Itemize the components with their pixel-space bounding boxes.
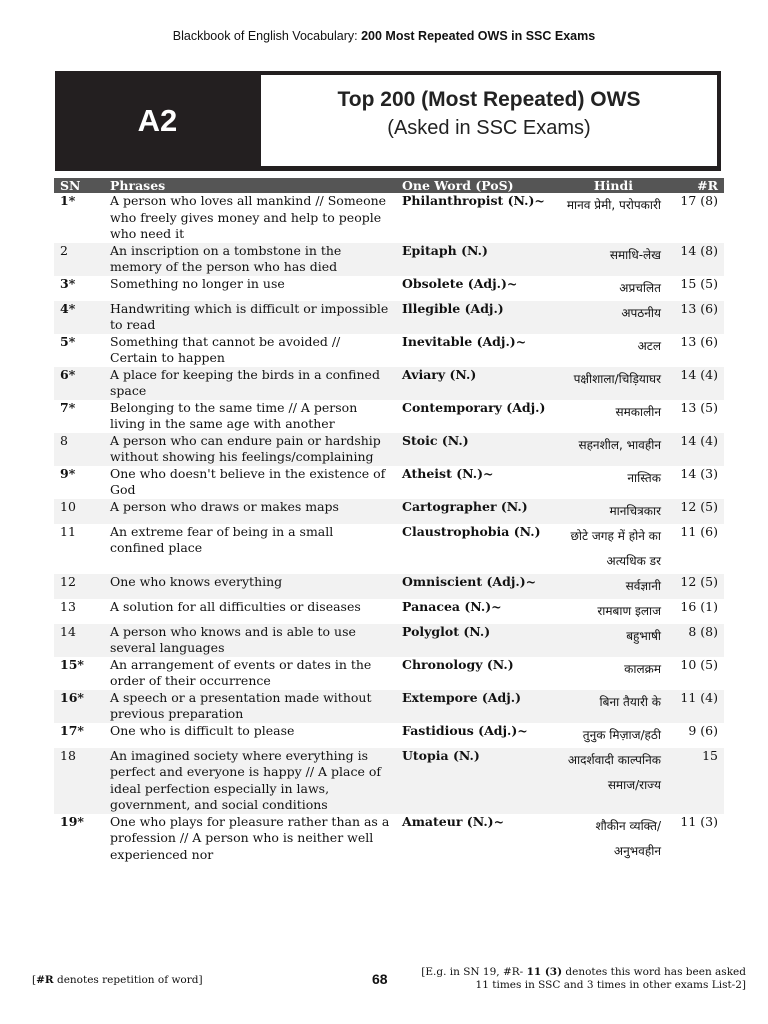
cell-hindi: बहुभाषी (554, 624, 667, 657)
cell-phrase: One who doesn't believe in the existence of God (110, 465, 386, 497)
cell-phrase: One who is difficult to please (110, 722, 295, 738)
cell-phrase: An imagined society where everything is perfect and everyone is happy // A place of ideal perfection especially in laws, government, and social conditions (104, 748, 396, 814)
cell-sn: 1* (60, 193, 76, 208)
cell-phrase: A person who knows and is able to use several languages (104, 624, 396, 657)
cell-one-word: Epitaph (N.) (396, 243, 554, 276)
cell-one-word: Extempore (Adj.) (396, 690, 554, 723)
table-header-row (54, 178, 724, 193)
table-row (54, 499, 724, 524)
cell-sn: 6* (54, 367, 104, 400)
book-title: Blackbook of English Vocabulary: (172, 29, 362, 43)
book-header (0, 29, 768, 43)
cell-one-word: Utopia (N.) (396, 748, 554, 814)
cell-sn: 7* (60, 399, 76, 415)
cell-repetition: 13 (5) (680, 399, 718, 415)
cell-sn: 5* (60, 333, 76, 349)
cell-phrase: An arrangement of events or dates in the order of their occurrence (110, 656, 372, 688)
cell-repetition: 11 (6) (680, 523, 718, 539)
table-row (54, 193, 724, 243)
cell-phrase: A speech or a presentation made without previous preparation (104, 690, 396, 723)
cell-repetition: 14 (3) (680, 465, 718, 481)
section-banner (55, 71, 721, 171)
cell-phrase: A person who draws or makes maps (104, 499, 396, 524)
cell-repetition: 11 (4) (667, 690, 724, 723)
cell-repetition: 16 (1) (680, 598, 718, 614)
table-body (54, 193, 724, 864)
cell-one-word: Polyglot (N.) (396, 624, 554, 657)
cell-one-word: Aviary (N.) (396, 367, 554, 400)
cell-one-word: Claustrophobia (N.) (402, 523, 541, 539)
footer-bracket: [ (32, 974, 37, 986)
cell-one-word: Contemporary (Adj.) (402, 399, 546, 415)
cell-hindi: बिना तैयारी के (554, 690, 667, 723)
cell-repetition: 9 (6) (688, 722, 718, 738)
banner-title-box (261, 75, 717, 166)
table-row (54, 433, 724, 466)
cell-hindi: अटल (637, 338, 661, 353)
cell-one-word: Stoic (N.) (396, 433, 554, 466)
cell-repetition: 12 (5) (667, 499, 724, 524)
cell-hindi: अप्रचलित (619, 280, 661, 295)
cell-one-word: Fastidious (Adj.)~ (402, 722, 528, 738)
cell-sn: 14 (54, 624, 104, 657)
cell-sn: 2 (54, 243, 104, 276)
cell-hindi: तुनुक मिज़ाज/हठी (582, 727, 661, 742)
cell-phrase: A person who can endure pain or hardship without showing his feelings/complaining (104, 433, 396, 466)
cell-phrase: Handwriting which is difficult or impossible to read (104, 301, 396, 334)
cell-sn: 19* (60, 813, 84, 829)
cell-phrase: An extreme fear of being in a small confined place (110, 523, 334, 555)
cell-one-word: Inevitable (Adj.)~ (402, 333, 527, 349)
footer-example-count: 11 (3) (526, 966, 563, 978)
cell-hindi: समकालीन (615, 404, 661, 419)
cell-phrase: Something no longer in use (110, 275, 285, 291)
cell-sn: 3* (60, 275, 76, 291)
cell-repetition: 13 (6) (680, 333, 718, 349)
table-row (54, 524, 724, 574)
cell-hindi: सर्वज्ञानी (554, 574, 667, 599)
cell-one-word: Cartographer (N.) (396, 499, 554, 524)
cell-repetition: 10 (5) (680, 656, 718, 672)
table-row (54, 334, 724, 367)
cell-repetition: 17 (8) (680, 193, 718, 208)
footer-note-left (32, 974, 203, 986)
cell-phrase: Something that cannot be avoided // Certain to happen (110, 333, 341, 365)
cell-hindi: अपठनीय (554, 301, 667, 334)
cell-one-word: Philanthropist (N.)~ (402, 193, 545, 208)
cell-hindi: रामबाण इलाज (597, 603, 661, 618)
cell-one-word: Omniscient (Adj.)~ (396, 574, 554, 599)
cell-sn: 13 (60, 598, 76, 614)
cell-repetition: 13 (6) (667, 301, 724, 334)
table-row (54, 367, 724, 400)
cell-sn: 11 (60, 523, 76, 539)
cell-phrase: Belonging to the same time // A person living in the same age with another (110, 399, 358, 431)
table-row (54, 276, 724, 301)
footer-example-rest: denotes this word has been asked 11 times in SSC and 3 times in other exams List-2] (475, 966, 746, 991)
ows-table (54, 178, 724, 864)
cell-hindi: मानचित्रकार (554, 499, 667, 524)
cell-phrase: A solution for all difficulties or diseases (110, 598, 361, 614)
cell-phrase: A place for keeping the birds in a confined space (104, 367, 396, 400)
cell-one-word: Panacea (N.)~ (402, 598, 502, 614)
table-row (54, 400, 724, 433)
cell-phrase: A person who loves all mankind // Someone who freely gives money and help to people who need it (110, 193, 387, 241)
table-row (54, 748, 724, 814)
cell-one-word: Illegible (Adj.) (396, 301, 554, 334)
page-number: 68 (372, 971, 388, 987)
table-row (54, 690, 724, 723)
cell-one-word: Chronology (N.) (402, 656, 514, 672)
table-row (54, 814, 724, 864)
cell-repetition: 14 (4) (667, 367, 724, 400)
footer-note-right (410, 966, 746, 992)
cell-hindi: आदर्शवादी काल्पनिक समाज/राज्य (554, 748, 667, 814)
cell-hindi: पक्षीशाला/चिड़ियाघर (554, 367, 667, 400)
cell-repetition: 15 (5) (680, 275, 718, 291)
cell-hindi: शौकीन व्यक्ति/अनुभवहीन (595, 818, 661, 858)
cell-hindi: समाधि-लेख (554, 243, 667, 276)
cell-phrase: An inscription on a tombstone in the memory of the person who has died (104, 243, 396, 276)
table-row (54, 723, 724, 748)
cell-one-word: Obsolete (Adj.)~ (402, 275, 518, 291)
cell-repetition: 8 (8) (667, 624, 724, 657)
cell-repetition: 11 (3) (680, 813, 718, 829)
cell-sn: 10 (54, 499, 104, 524)
cell-hindi: छोटे जगह में होने का अत्यधिक डर (570, 528, 661, 568)
cell-sn: 18 (54, 748, 104, 814)
cell-sn: 12 (54, 574, 104, 599)
table-row (54, 466, 724, 499)
column-header-phrases: Phrases (104, 178, 396, 193)
table-row (54, 657, 724, 690)
section-code: A2 (137, 103, 178, 138)
banner-main-title: Top 200 (Most Repeated) OWS (337, 88, 641, 111)
book-subtitle: 200 Most Repeated OWS in SSC Exams (361, 29, 596, 43)
cell-sn: 17* (60, 722, 84, 738)
cell-phrase: One who plays for pleasure rather than as a profession // A person who is neither well experienced nor (110, 813, 390, 862)
cell-sn: 4* (54, 301, 104, 334)
column-header-repetition: #R (667, 178, 724, 193)
cell-sn: 8 (54, 433, 104, 466)
cell-repetition: 14 (8) (667, 243, 724, 276)
table-row (54, 574, 724, 599)
column-header-hindi: Hindi (554, 178, 667, 193)
footer-r-symbol: #R (36, 974, 54, 986)
cell-sn: 15* (60, 656, 84, 672)
cell-hindi: कालक्रम (624, 661, 661, 676)
footer-example-text: [E.g. in SN 19, #R- (421, 966, 527, 978)
cell-one-word: Amateur (N.)~ (402, 813, 505, 829)
cell-repetition: 12 (5) (667, 574, 724, 599)
footer-note-text: denotes repetition of word] (53, 974, 203, 986)
table-row (54, 599, 724, 624)
banner-subtitle: (Asked in SSC Exams) (387, 117, 591, 139)
cell-repetition: 15 (667, 748, 724, 814)
table-row (54, 243, 724, 276)
column-header-sn: SN (54, 178, 104, 193)
table-row (54, 624, 724, 657)
cell-repetition: 14 (4) (667, 433, 724, 466)
cell-one-word: Atheist (N.)~ (402, 465, 494, 481)
cell-hindi: मानव प्रेमी, परोपकारी (566, 198, 661, 212)
cell-sn: 9* (60, 465, 76, 481)
cell-sn: 16* (54, 690, 104, 723)
column-header-one-word: One Word (PoS) (396, 178, 554, 193)
cell-phrase: One who knows everything (104, 574, 396, 599)
table-row (54, 301, 724, 334)
cell-hindi: नास्तिक (627, 470, 661, 485)
cell-hindi: सहनशील, भावहीन (554, 433, 667, 466)
